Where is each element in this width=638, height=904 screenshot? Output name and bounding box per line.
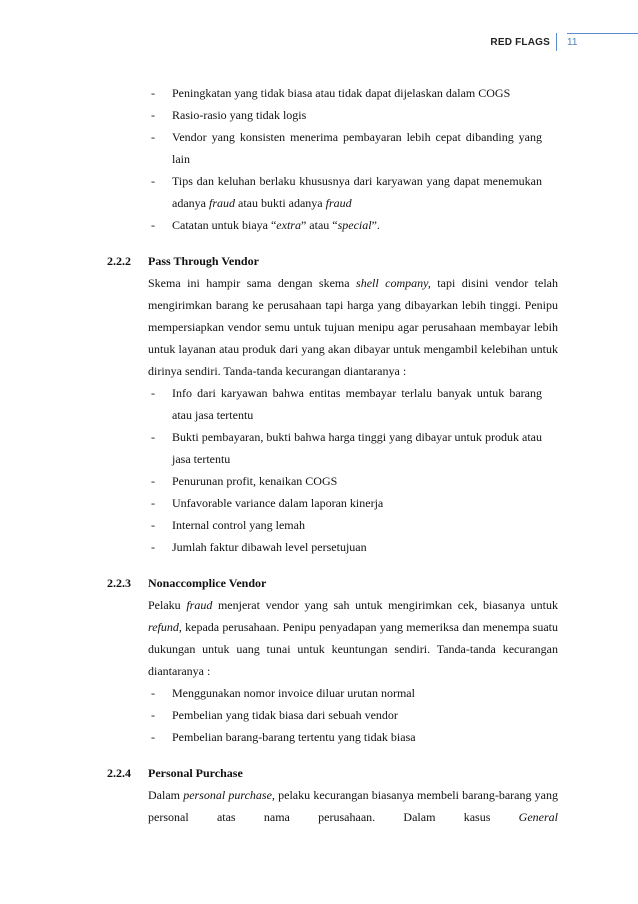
bullet-text: Bukti pembayaran, bukti bahwa harga tinggi yang dibayar untuk produk atau jasa tertentu	[172, 430, 542, 466]
bullet-text: Tips dan keluhan berlaku khususnya dari karyawan yang dapat menemukan adanya fraud atau bukti adanya fraud	[172, 174, 542, 210]
bullet-dash: -	[151, 86, 155, 100]
section-title: Nonaccomplice Vendor	[148, 576, 267, 590]
bullet-text: Penurunan profit, kenaikan COGS	[172, 474, 338, 488]
bullet-dash: -	[151, 474, 155, 488]
section-2-2-2	[0, 250, 638, 558]
section-heading	[0, 250, 638, 272]
document-body	[0, 82, 638, 828]
bullet-text: Catatan untuk biaya “extra” atau “special”.	[172, 218, 380, 232]
list-item	[0, 104, 542, 126]
bullet-text: Jumlah faktur dibawah level persetujuan	[172, 540, 367, 554]
list-item	[0, 82, 542, 104]
list-item	[0, 214, 542, 236]
section-heading	[0, 762, 638, 784]
list-item	[0, 514, 542, 536]
bullet-dash: -	[151, 386, 155, 400]
bullet-dash: -	[151, 108, 155, 122]
bullet-dash: -	[151, 430, 155, 444]
bullet-text: Info dari karyawan bahwa entitas membayar terlalu banyak untuk barang atau jasa tertentu	[172, 386, 542, 422]
list-item	[0, 470, 542, 492]
bullet-dash: -	[151, 540, 155, 554]
sections-container	[0, 250, 638, 828]
list-item	[0, 382, 542, 426]
bullet-text: Internal control yang lemah	[172, 518, 305, 532]
section-number: 2.2.2	[107, 254, 131, 268]
section-bullet-list	[0, 382, 638, 558]
bullet-dash: -	[151, 686, 155, 700]
section-2-2-3	[0, 572, 638, 748]
bullet-text: Unfavorable variance dalam laporan kinerja	[172, 496, 384, 510]
section-bullet-list	[0, 682, 638, 748]
section-number: 2.2.4	[107, 766, 131, 780]
header-divider	[556, 33, 557, 51]
section-paragraph: Pelaku fraud menjerat vendor yang sah untuk mengirimkan cek, biasanya untuk refund, kepada perusahaan. Penipu penyadapan yang memeriksa dan menempa suatu dukungan untuk uang tunai untuk keuntungan sendiri. Tanda-tanda kecurangan diantaranya :	[148, 598, 558, 678]
header-title: RED FLAGS	[490, 36, 550, 48]
bullet-dash: -	[151, 174, 155, 188]
bullet-text: Menggunakan nomor invoice diluar urutan normal	[172, 686, 415, 700]
bullet-dash: -	[151, 496, 155, 510]
list-item	[0, 170, 542, 214]
bullet-dash: -	[151, 708, 155, 722]
bullet-text: Rasio-rasio yang tidak logis	[172, 108, 307, 122]
page-number: 11	[567, 33, 638, 52]
bullet-dash: -	[151, 730, 155, 744]
bullet-dash: -	[151, 218, 155, 232]
running-header	[490, 33, 638, 51]
bullet-text: Pembelian yang tidak biasa dari sebuah vendor	[172, 708, 398, 722]
list-item	[0, 682, 542, 704]
list-item	[0, 704, 542, 726]
top-bullet-list	[0, 82, 638, 236]
list-item	[0, 726, 542, 748]
list-item	[0, 492, 542, 514]
section-paragraph: Dalam personal purchase, pelaku kecurangan biasanya membeli barang-barang yang personal atas nama perusahaan. Dalam kasus General	[148, 788, 558, 824]
list-item	[0, 426, 542, 470]
bullet-text: Peningkatan yang tidak biasa atau tidak dapat dijelaskan dalam COGS	[172, 86, 511, 100]
section-title: Personal Purchase	[148, 766, 243, 780]
section-title: Pass Through Vendor	[148, 254, 259, 268]
section-heading	[0, 572, 638, 594]
section-2-2-4	[0, 762, 638, 828]
bullet-dash: -	[151, 518, 155, 532]
list-item	[0, 126, 542, 170]
bullet-text: Vendor yang konsisten menerima pembayaran lebih cepat dibanding yang lain	[172, 130, 542, 166]
section-paragraph: Skema ini hampir sama dengan skema shell company, tapi disini vendor telah mengirimkan barang ke perusahaan tapi harga yang dibayarkan lebih tinggi. Penipu mempersiapkan vendor semu untuk tujuan menipu agar perusahaan membayar lebih untuk layanan atau produk dari yang akan dibayar untuk mengambil kelebihan untuk dirinya sendiri. Tanda-tanda kecurangan diantaranya :	[148, 276, 558, 378]
list-item	[0, 536, 542, 558]
section-number: 2.2.3	[107, 576, 131, 590]
bullet-dash: -	[151, 130, 155, 144]
bullet-text: Pembelian barang-barang tertentu yang tidak biasa	[172, 730, 416, 744]
